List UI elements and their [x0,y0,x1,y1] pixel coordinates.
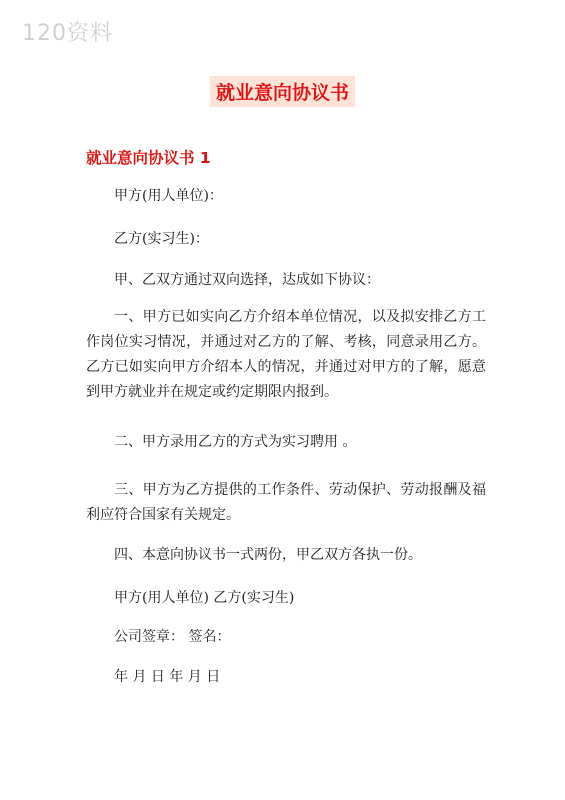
clause-1: 一、甲方已如实向乙方介绍本单位情况，以及拟安排乙方工作岗位实习情况，并通过对乙方的了解、考核，同意录用乙方。乙方已如实向甲方介绍本人的情况，并通过对甲方的了解，愿意到甲方就业并在规定或约定期限内报到。 [86,309,486,400]
signature-parties-line: 甲方(用人单位) 乙方(实习生) [114,590,295,606]
clause-3: 三、甲方为乙方提供的工作条件、劳动保护、劳动报酬及福利应符合国家有关规定。 [86,482,486,523]
party-a-line: 甲方(用人单位)： [114,188,223,204]
watermark-text: 120资料 [22,21,113,46]
agreement-intro: 甲、乙双方通过双向选择，达成如下协议： [114,272,380,288]
party-b-line: 乙方(实习生)： [114,231,209,247]
signature-date-line: 年 月 日 年 月 日 [114,669,221,685]
clause-2: 二、甲方录用乙方的方式为实习聘用 。 [114,434,357,450]
document-title-text: 就业意向协议书 [210,76,355,107]
document-title [0,76,565,107]
section-heading: 就业意向协议书 1 [86,149,211,167]
signature-stamp-line: 公司签章： 签名： [114,629,231,645]
clause-4: 四、本意向协议书一式两份，甲乙双方各执一份。 [114,547,422,563]
